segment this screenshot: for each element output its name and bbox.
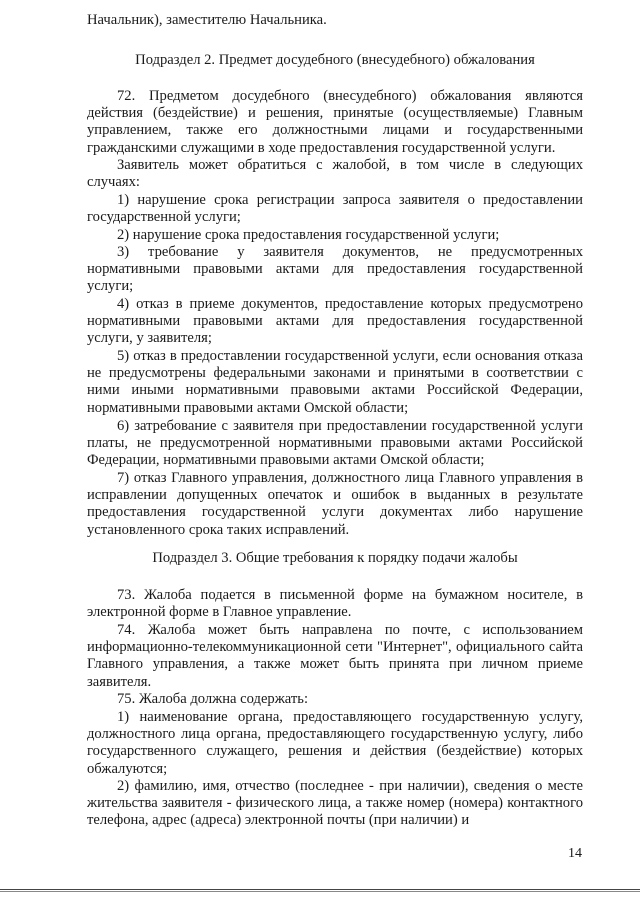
- list-item-4: 4) отказ в приеме документов, предоставление которых предусмотрено нормативными правовыми актами для предоставления государственной услуги, у заявителя;: [87, 296, 583, 347]
- section-2-heading: Подраздел 2. Предмет досудебного (внесудебного) обжалования: [135, 52, 535, 68]
- paragraph-74: 74. Жалоба может быть направлена по почте, с использованием информационно-телекоммуникационной сети "Интернет", официального сайта Главного управления, а также может быть принята при личном приеме заявителя.: [87, 622, 583, 690]
- paragraph-75-item-2: 2) фамилию, имя, отчество (последнее - при наличии), сведения о месте жительства заявителя - физического лица, а также номер (номера) контактного телефона, адрес (адреса) электронной почты (при наличии) и: [87, 778, 583, 829]
- continuation-line: Начальник), заместителю Начальника.: [87, 12, 327, 28]
- scan-edge-line: [0, 889, 640, 890]
- list-item-2: 2) нарушение срока предоставления государственной услуги;: [117, 227, 500, 243]
- section-3-heading: Подраздел 3. Общие требования к порядку подачи жалобы: [152, 550, 518, 566]
- scan-edge-line-secondary: [0, 891, 640, 892]
- list-item-7: 7) отказ Главного управления, должностного лица Главного управления в исправлении допущенных опечаток и ошибок в выданных в результате предоставления государственной услуги документах либо нарушение установленного срока таких исправлений.: [87, 470, 583, 538]
- paragraph-75: 75. Жалоба должна содержать:: [117, 691, 308, 707]
- paragraph-complaint-cases: Заявитель может обратиться с жалобой, в том числе в следующих случаях:: [87, 157, 583, 191]
- list-item-3: 3) требование у заявителя документов, не предусмотренных нормативными правовыми актами для предоставления государственной услуги;: [87, 244, 583, 295]
- list-item-6: 6) затребование с заявителя при предоставлении государственной услуги платы, не предусмотренной нормативными правовыми актами Российской Федерации, нормативными правовыми актами Омской области;: [87, 418, 583, 469]
- paragraph-75-item-1: 1) наименование органа, предоставляющего государственную услугу, должностного лица органа, предоставляющего государственную услугу, либо государственного служащего, решения и действия (бездействие) которых обжалуются;: [87, 709, 583, 777]
- list-item-1: 1) нарушение срока регистрации запроса заявителя о предоставлении государственной услуги;: [87, 192, 583, 226]
- paragraph-73: 73. Жалоба подается в письменной форме на бумажном носителе, в электронной форме в Главное управление.: [87, 587, 583, 621]
- list-item-5: 5) отказ в предоставлении государственной услуги, если основания отказа не предусмотрены федеральными законами и принятыми в соответствии с ними иными нормативными правовыми актами Российской Федерации, нормативными правовыми актами Омской области;: [87, 348, 583, 416]
- page-number: 14: [568, 846, 582, 861]
- paragraph-72: 72. Предметом досудебного (внесудебного) обжалования являются действия (бездействие) и решения, принятые (осуществляемые) Главным управлением, также его должностными лицами и государственными гражданскими служащими в ходе предоставления государственной услуги.: [87, 88, 583, 156]
